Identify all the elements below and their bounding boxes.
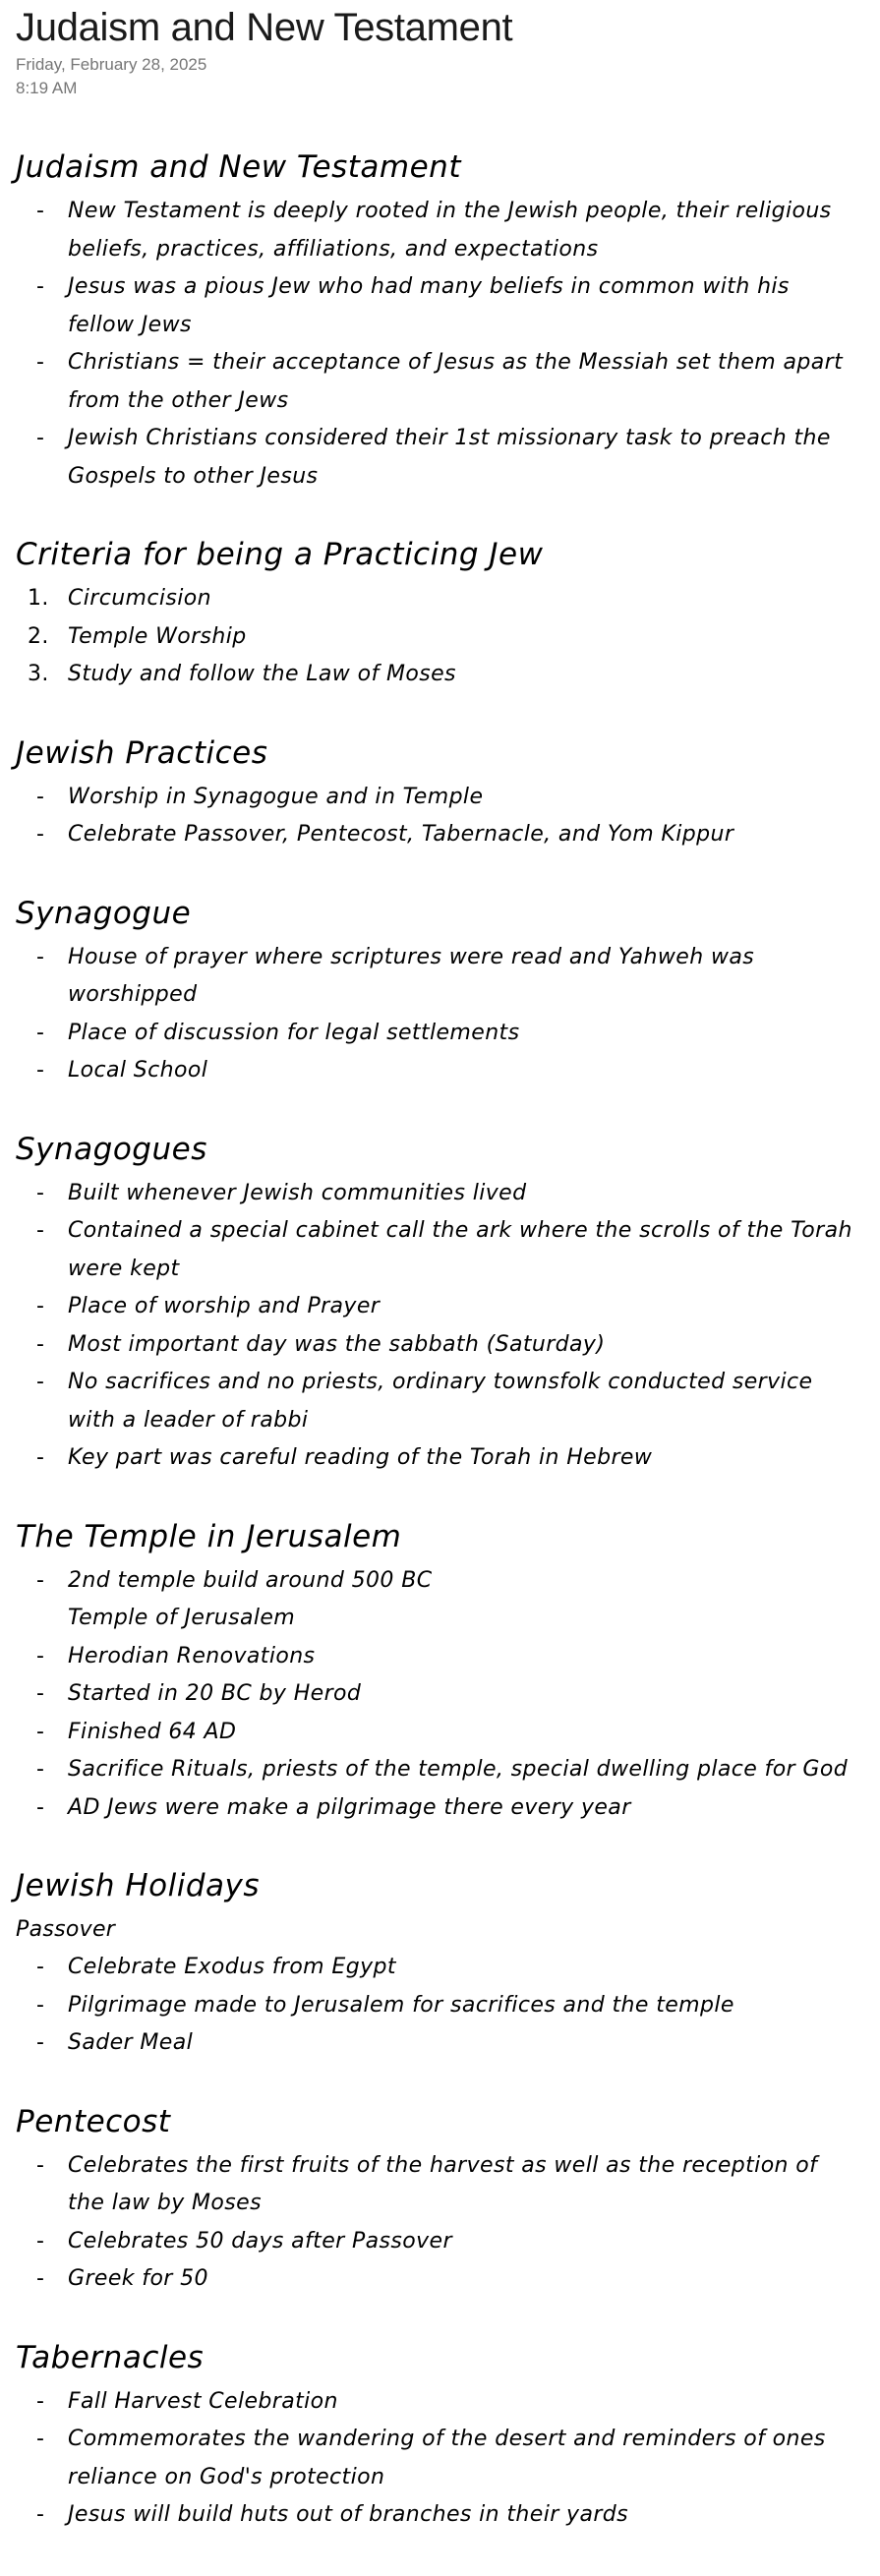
list-item[interactable] <box>16 779 864 817</box>
list-item-text: AD Jews were make a pilgrimage there every year <box>68 1794 631 1820</box>
list-item[interactable] <box>16 1288 864 1326</box>
dash-marker: - <box>36 1757 45 1782</box>
section-title[interactable]: Jewish Holidays <box>16 1868 261 1903</box>
list-item-text: Finished 64 AD <box>68 1719 237 1744</box>
dash-marker: - <box>36 1992 45 2018</box>
list-item-text: Most important day was the sabbath (Saturday) <box>68 1331 606 1357</box>
list-item[interactable] <box>16 1949 864 1987</box>
dash-marker: - <box>36 1218 45 1243</box>
list-item[interactable] <box>16 1052 864 1090</box>
list-item-text: Fall Harvest Celebration <box>68 2388 338 2414</box>
list-item[interactable] <box>16 939 864 1015</box>
dash-marker: - <box>36 1020 45 1045</box>
list-item-text: Study and follow the Law of Moses <box>68 662 456 686</box>
list-item-text: Greek for 50 <box>68 2266 208 2291</box>
bullet-list <box>16 2383 864 2535</box>
list-item[interactable] <box>16 1675 864 1714</box>
list-item[interactable] <box>16 1562 864 1601</box>
section-title[interactable]: The Temple in Jerusalem <box>16 1518 402 1554</box>
list-item[interactable] <box>16 2421 864 2496</box>
list-item[interactable] <box>16 1439 864 1478</box>
list-item[interactable] <box>16 2024 864 2063</box>
list-item-text: Celebrate Exodus from Egypt <box>68 1955 396 1979</box>
list-item[interactable] <box>16 1212 864 1288</box>
dash-marker: - <box>36 274 45 299</box>
list-item-text: Sader Meal <box>68 2030 194 2055</box>
bullet-list <box>16 1562 864 1601</box>
list-item-text: Celebrates 50 days after Passover <box>68 2228 452 2254</box>
list-item-text: Jesus was a pious Jew who had many beliefs in common with his fellow Jews <box>68 274 790 337</box>
list-item-text: Christians = their acceptance of Jesus as the Messiah set them apart from the other Jews <box>68 350 844 413</box>
list-item-continuation[interactable]: Temple of Jerusalem <box>68 1606 296 1630</box>
dash-marker: - <box>36 1567 45 1593</box>
dash-marker: - <box>36 1681 45 1706</box>
list-item[interactable] <box>16 1015 864 1053</box>
dash-marker: - <box>36 944 45 969</box>
list-item-text: 2nd temple build around 500 BC <box>68 1567 433 1593</box>
list-item[interactable] <box>16 2383 864 2422</box>
list-item-text: Commemorates the wandering of the desert and reminders of ones reliance on God's protection <box>68 2427 826 2489</box>
page-date: Friday, February 28, 2025 <box>16 55 207 74</box>
bullet-list <box>16 939 864 1090</box>
bullet-list <box>16 779 864 854</box>
list-item-text: Herodian Renovations <box>68 1643 316 1669</box>
section-jewish-holidays <box>16 1864 864 2063</box>
dash-marker: - <box>36 1058 45 1083</box>
bullet-list <box>16 1175 864 1478</box>
section-synagogues <box>16 1128 864 1478</box>
list-item-text: Celebrate Passover, Pentecost, Tabernacle, and Yom Kippur <box>68 822 734 847</box>
dash-marker: - <box>36 1719 45 1744</box>
list-item[interactable] <box>16 1751 864 1789</box>
dash-marker: - <box>36 1331 45 1357</box>
list-item-text: House of prayer where scriptures were read and Yahweh was worshipped <box>68 944 755 1007</box>
number-marker: 3. <box>28 662 49 686</box>
sub-heading[interactable]: Passover <box>16 1917 116 1942</box>
page-time: 8:19 AM <box>16 79 78 97</box>
list-item[interactable] <box>16 268 864 344</box>
list-item-text: Built whenever Jewish communities lived <box>68 1180 527 1205</box>
dash-marker: - <box>36 1794 45 1820</box>
section-jewish-practices <box>16 732 864 854</box>
section-pentecost <box>16 2100 864 2299</box>
list-item-text: Local School <box>68 1058 208 1083</box>
list-item-text: Key part was careful reading of the Torah in Hebrew <box>68 1445 653 1470</box>
list-item[interactable] <box>16 618 864 657</box>
list-item[interactable] <box>16 1175 864 1213</box>
list-item-text: No sacrifices and no priests, ordinary townsfolk conducted service with a leader of rabbi <box>68 1370 813 1433</box>
list-item-text: Celebrates the first fruits of the harvest as well as the reception of the law by Moses <box>68 2152 818 2215</box>
section-title[interactable]: Criteria for being a Practicing Jew <box>16 537 544 572</box>
dash-marker: - <box>36 2030 45 2055</box>
section-title[interactable]: Synagogues <box>16 1131 207 1167</box>
bullet-list <box>16 1638 864 1828</box>
list-item-text: Sacrifice Rituals, priests of the temple, special dwelling place for God <box>68 1757 849 1782</box>
section-title[interactable]: Pentecost <box>16 2103 171 2139</box>
list-item[interactable] <box>16 2147 864 2223</box>
dash-marker: - <box>36 1445 45 1470</box>
bullet-list <box>16 1949 864 2063</box>
dash-marker: - <box>36 350 45 375</box>
section-judaism <box>16 146 864 496</box>
dash-marker: - <box>36 1180 45 1205</box>
section-title[interactable]: Synagogue <box>16 895 192 931</box>
list-item[interactable] <box>16 1987 864 2025</box>
list-item-text: Jewish Christians considered their 1st missionary task to preach the Gospels to other Jesus <box>68 426 831 489</box>
dash-marker: - <box>36 1370 45 1394</box>
section-tabernacles <box>16 2336 864 2535</box>
dash-marker: - <box>36 2502 45 2527</box>
dash-marker: - <box>36 2388 45 2414</box>
dash-marker: - <box>36 2228 45 2254</box>
list-item-text: Started in 20 BC by Herod <box>68 1681 362 1706</box>
list-item-text: Temple Worship <box>68 623 247 649</box>
list-item[interactable] <box>16 1638 864 1676</box>
section-criteria <box>16 533 864 694</box>
note-page <box>16 0 864 2535</box>
list-item-text: Pilgrimage made to Jerusalem for sacrifices and the temple <box>68 1992 734 2018</box>
list-item[interactable] <box>16 656 864 694</box>
bullet-list <box>16 193 864 496</box>
dash-marker: - <box>36 1955 45 1979</box>
section-title[interactable]: Judaism and New Testament <box>16 149 461 185</box>
section-temple-jerusalem <box>16 1515 864 1828</box>
list-item[interactable] <box>16 1364 864 1439</box>
list-item[interactable] <box>16 1326 864 1365</box>
list-item[interactable] <box>16 816 864 854</box>
list-item[interactable] <box>16 1789 864 1828</box>
section-title[interactable]: Jewish Practices <box>16 734 268 771</box>
section-title[interactable]: Tabernacles <box>16 2339 205 2375</box>
dash-marker: - <box>36 2427 45 2451</box>
dash-marker: - <box>36 426 45 450</box>
dash-marker: - <box>36 2152 45 2178</box>
list-item-text: Place of discussion for legal settlements <box>68 1020 520 1045</box>
list-item[interactable] <box>16 420 864 496</box>
dash-marker: - <box>36 2266 45 2291</box>
dash-marker: - <box>36 199 45 223</box>
list-item-text: New Testament is deeply rooted in the Jewish people, their religious beliefs, practices, affiliations, and expectations <box>68 199 832 262</box>
bullet-list <box>16 2147 864 2299</box>
list-item[interactable] <box>16 193 864 268</box>
list-item-text: Circumcision <box>68 586 211 611</box>
list-item[interactable] <box>16 2260 864 2299</box>
number-marker: 2. <box>28 623 49 649</box>
number-marker: 1. <box>28 586 49 611</box>
list-item-text: Jesus will build huts out of branches in their yards <box>68 2502 629 2527</box>
list-item[interactable] <box>16 2223 864 2261</box>
numbered-list <box>16 580 864 694</box>
list-item[interactable] <box>16 1714 864 1752</box>
list-item-text: Contained a special cabinet call the ark where the scrolls of the Torah were kept <box>68 1218 852 1281</box>
dash-marker: - <box>36 784 45 809</box>
page-title[interactable]: Judaism and New Testament <box>16 6 513 49</box>
dash-marker: - <box>36 1643 45 1669</box>
dash-marker: - <box>36 822 45 847</box>
list-item-text: Place of worship and Prayer <box>68 1294 381 1318</box>
list-item[interactable] <box>16 344 864 420</box>
list-item[interactable] <box>16 2496 864 2535</box>
list-item-text: Worship in Synagogue and in Temple <box>68 784 484 809</box>
section-synagogue <box>16 892 864 1090</box>
list-item[interactable] <box>16 580 864 618</box>
dash-marker: - <box>36 1294 45 1318</box>
